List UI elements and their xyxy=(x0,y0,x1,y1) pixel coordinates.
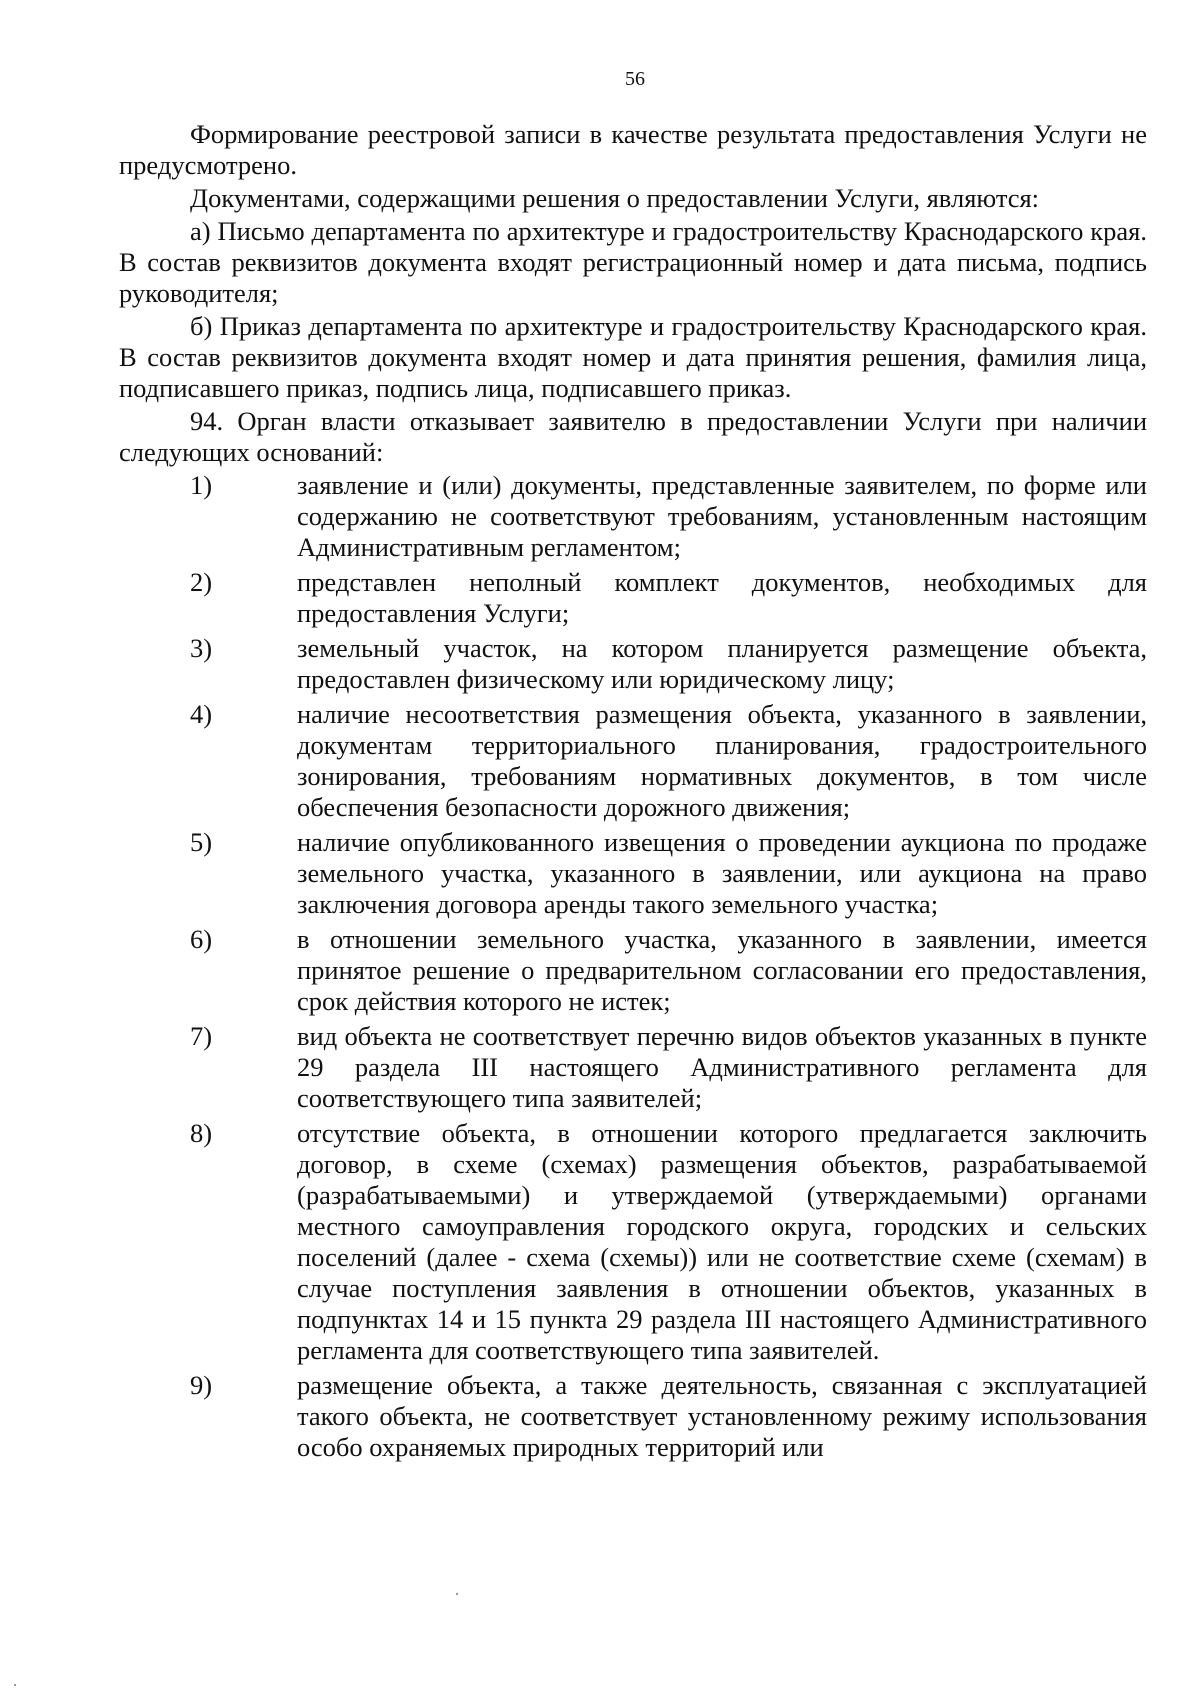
list-item-number: 1) xyxy=(190,470,213,500)
list-item xyxy=(119,1118,1147,1366)
list-item-number: 4) xyxy=(190,699,213,729)
list-item xyxy=(119,1021,1147,1114)
list-item-text: наличие несоответствия размещения объекта, указанного в заявлении, документам территориального планирования, градостроительного зонирования, требованиям нормативных документов, в том числе обеспечения безопасности дорожного движения; xyxy=(297,699,1147,822)
list-item xyxy=(119,567,1147,629)
list-item-text: земельный участок, на котором планируется размещение объекта, предоставлен физическому или юридическому лицу; xyxy=(297,633,1147,694)
refusal-grounds-list xyxy=(119,470,1147,1463)
list-item xyxy=(119,633,1147,695)
list-item-text: представлен неполный комплект документов, необходимых для предоставления Услуги; xyxy=(297,567,1147,628)
list-item xyxy=(119,699,1147,823)
list-item-text: размещение объекта, а также деятельность, связанная с эксплуатацией такого объекта, не соответствует установленному режиму использования особо охраняемых природных территорий или xyxy=(297,1370,1147,1462)
list-item-number: 6) xyxy=(190,924,213,954)
list-item-number: 2) xyxy=(190,567,213,597)
list-item-number: 7) xyxy=(190,1021,213,1051)
list-item-text: отсутствие объекта, в отношении которого предлагается заключить договор, в схеме (схемах) размещения объектов, разрабатываемой (разрабатываемыми) и утверждаемой (утверждаемыми) органами местного самоуправления городского округа, городских и сельских поселений (далее - схема (схемы)) или не соответствие схеме (схемам) в случае поступления заявления в отношении объектов, указанных в подпунктах 14 и 15 пункта 29 раздела III настоящего Административного регламента для соответствующего типа заявителей. xyxy=(297,1118,1147,1365)
paragraph-order: б) Приказ департамента по архитектуре и градостроительству Краснодарского края. В состав реквизитов документа входят номер и дата принятия решения, фамилия лица, подписавшего приказ, подпись лица, подписавшего приказ. xyxy=(119,311,1147,403)
paragraph-decision-documents: Документами, содержащими решения о предоставлении Услуги, являются: xyxy=(190,183,1040,213)
list-item xyxy=(119,827,1147,920)
list-item-number: 3) xyxy=(190,633,213,663)
document-body xyxy=(119,119,1147,1467)
list-item xyxy=(119,470,1147,563)
page-number: 56 xyxy=(625,68,645,90)
list-item-number: 8) xyxy=(190,1118,213,1148)
scan-speck xyxy=(14,1684,16,1686)
scan-speck xyxy=(456,1593,458,1595)
paragraph-registry-record: Формирование реестровой записи в качестве результата предоставления Услуги не предусмотрено. xyxy=(119,119,1147,180)
paragraph-letter: а) Письмо департамента по архитектуре и градостроительству Краснодарского края. В состав реквизитов документа входят регистрационный номер и дата письма, подпись руководителя; xyxy=(119,216,1147,308)
list-item-text: в отношении земельного участка, указанного в заявлении, имеется принятое решение о предварительном согласовании его предоставления, срок действия которого не истек; xyxy=(297,924,1147,1016)
list-item-text: вид объекта не соответствует перечню видов объектов указанных в пункте 29 раздела III настоящего Административного регламента для соответствующего типа заявителей; xyxy=(297,1021,1147,1113)
list-item xyxy=(119,1370,1147,1463)
list-item-number: 5) xyxy=(190,827,213,857)
paragraph-94-refusal: 94. Орган власти отказывает заявителю в предоставлении Услуги при наличии следующих оснований: xyxy=(119,406,1147,467)
list-item-number: 9) xyxy=(190,1370,213,1400)
list-item xyxy=(119,924,1147,1017)
list-item-text: заявление и (или) документы, представленные заявителем, по форме или содержанию не соответствуют требованиям, установленным настоящим Административным регламентом; xyxy=(297,470,1147,562)
list-item-text: наличие опубликованного извещения о проведении аукциона по продаже земельного участка, указанного в заявлении, или аукциона на право заключения договора аренды такого земельного участка; xyxy=(297,827,1147,919)
